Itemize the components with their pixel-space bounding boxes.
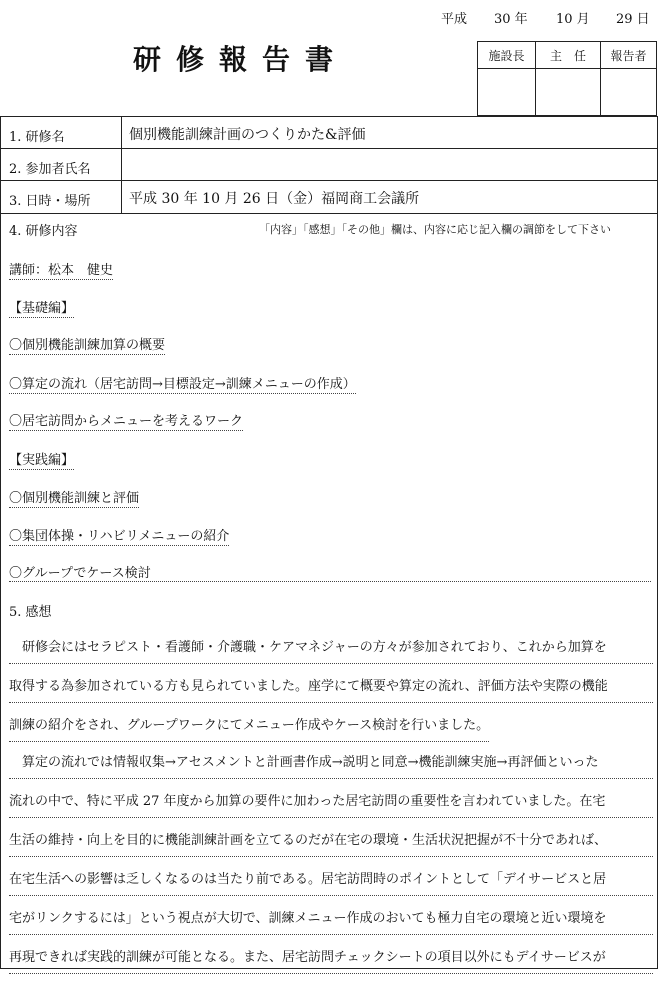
participant-label: 2. 参加者氏名	[9, 162, 91, 177]
impressions-line: 訓練の紹介をされ、グループワークにてメニュー作成やケース検討を行いました。	[9, 703, 489, 742]
participant-row	[1, 149, 657, 181]
course-name-label: 1. 研修名	[9, 130, 65, 145]
content-item[interactable]: 〇個別機能訓練と評価	[9, 487, 139, 508]
impressions-line: 再現できれば実践的訓練が可能となる。また、居宅訪問チェックシートの項目以外にもデイサービスが	[9, 935, 653, 974]
page-title: 研修報告書	[133, 43, 349, 76]
impressions-label: 5. 感想	[9, 605, 52, 620]
report-form	[0, 116, 658, 969]
date-year: 30 年	[494, 12, 528, 27]
impressions-line: 算定の流れでは情報収集→アセスメントと計画書作成→説明と同意→機能訓練実施→再評価といった	[9, 740, 653, 779]
content-item[interactable]: 〇算定の流れ（居宅訪問→目標設定→訓練メニューの作成）	[9, 373, 356, 394]
stamp-header-director: 施設長	[478, 42, 536, 69]
stamp-box-reporter[interactable]	[601, 69, 657, 116]
impressions-line: 在宅生活への影響は乏しくなるのは当たり前である。居宅訪問時のポイントとして「デイサービスと居	[9, 857, 653, 896]
datetime-row	[1, 181, 657, 214]
impressions-line: 流れの中で、特に平成 27 年度から加算の要件に加わった居宅訪問の重要性を言われていました。在宅	[9, 779, 653, 818]
course-name-value[interactable]: 個別機能訓練計画のつくりかた&評価	[129, 127, 366, 143]
impressions-line: 研修会にはセラピスト・看護師・介護職・ケアマネジャーの方々が参加されており、これから加算を	[9, 625, 653, 664]
course-name-row	[1, 117, 657, 149]
stamp-box-director[interactable]	[478, 69, 536, 116]
content-label: 4. 研修内容	[9, 224, 78, 239]
impressions-line: 生活の維持・向上を目的に機能訓練計画を立てるのだが在宅の環境・生活状況把握が不十分であれば、	[9, 818, 653, 857]
stamp-header-chief: 主 任	[536, 42, 601, 69]
content-item[interactable]: 【基礎編】	[9, 297, 74, 318]
impressions-line: 宅がリンクするには」という視点が大切で、訓練メニュー作成のおいても極力自宅の環境と近い環境を	[9, 896, 653, 935]
datetime-value[interactable]: 平成 30 年 10 月 26 日（金）福岡商工会議所	[129, 191, 420, 207]
content-item[interactable]: 【実践編】	[9, 449, 74, 470]
date-day: 29 日	[616, 12, 650, 27]
content-item: 〇グループでケース検討	[9, 566, 151, 581]
content-item[interactable]: 〇個別機能訓練加算の概要	[9, 334, 165, 355]
content-item[interactable]: 〇集団体操・リハビリメニューの紹介	[9, 525, 229, 546]
stamp-header-reporter: 報告者	[601, 42, 657, 69]
content-item[interactable]: 〇居宅訪問からメニューを考えるワーク	[9, 410, 243, 431]
stamp-box-chief[interactable]	[536, 69, 601, 116]
content-item-last-line[interactable]	[9, 562, 651, 582]
impressions-paragraph-2[interactable]	[9, 740, 653, 974]
date-era: 平成	[441, 12, 468, 27]
impressions-paragraph-1[interactable]	[9, 625, 653, 742]
date-month: 10 月	[556, 12, 590, 27]
lecturer-line[interactable]: 講師：松本 健史	[9, 259, 113, 280]
impressions-line: 取得する為参加されている方も見られていました。座学にて概要や算定の流れ、評価方法や実際の機能	[9, 664, 653, 703]
approval-stamp-table	[477, 41, 657, 116]
datetime-label: 3. 日時・場所	[9, 194, 91, 209]
content-note: 「内容」「感想」「その他」欄は、内容に応じ記入欄の調節をして下さい	[259, 223, 611, 236]
